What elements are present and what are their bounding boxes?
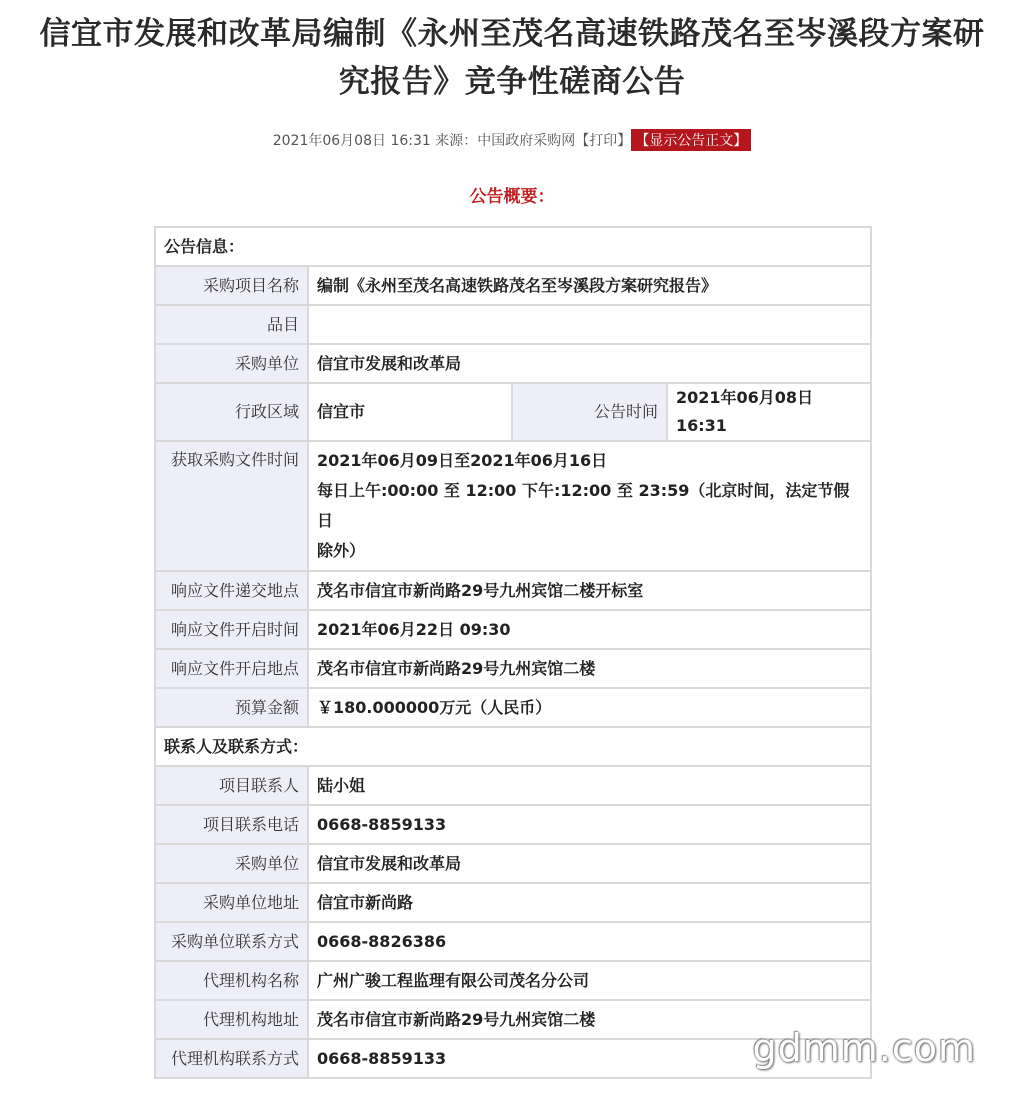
- purchaser2-value: 信宜市发展和改革局: [308, 844, 871, 883]
- category-value: [308, 305, 871, 344]
- table-row: [155, 961, 871, 1000]
- agency-phone-value: 0668-8859133: [308, 1039, 871, 1078]
- open-place-value: 茂名市信宜市新尚路29号九州宾馆二楼: [308, 649, 871, 688]
- table-row: [155, 844, 871, 883]
- meta-line: [0, 129, 1024, 151]
- project-name-value: 编制《永州至茂名高速铁路茂名至岑溪段方案研究报告》: [308, 266, 871, 305]
- region-label: 行政区域: [155, 383, 308, 441]
- purchaser2-label: 采购单位: [155, 844, 308, 883]
- table-row: [155, 922, 871, 961]
- doc-time-label: 获取采购文件时间: [155, 441, 308, 571]
- table-row: [155, 805, 871, 844]
- print-link[interactable]: 【打印】: [575, 133, 632, 149]
- purchaser-phone-value: 0668-8826386: [308, 922, 871, 961]
- notice-time-value: 2021年06月08日 16:31: [667, 383, 871, 441]
- project-name-label: 采购项目名称: [155, 266, 308, 305]
- doc-time-line3: 除外）: [317, 541, 366, 560]
- open-place-label: 响应文件开启地点: [155, 649, 308, 688]
- publish-datetime: 2021年06月08日 16:31: [272, 133, 431, 149]
- submit-place-label: 响应文件递交地点: [155, 571, 308, 610]
- page-title: [0, 10, 1024, 106]
- contact-phone-value: 0668-8859133: [308, 805, 871, 844]
- notice-time-label: 公告时间: [512, 383, 667, 441]
- table-row: [155, 688, 871, 727]
- agency-addr-label: 代理机构地址: [155, 1000, 308, 1039]
- table-row: [155, 227, 871, 266]
- page-title-line2: 究报告》竞争性磋商公告: [338, 64, 686, 100]
- table-row: [155, 610, 871, 649]
- table-row: [155, 571, 871, 610]
- purchaser-addr-value: 信宜市新尚路: [308, 883, 871, 922]
- agency-phone-label: 代理机构联系方式: [155, 1039, 308, 1078]
- summary-title: 公告概要：: [469, 187, 555, 207]
- purchaser-value: 信宜市发展和改革局: [308, 344, 871, 383]
- table-row: [155, 344, 871, 383]
- agency-label: 代理机构名称: [155, 961, 308, 1000]
- region-value: 信宜市: [308, 383, 512, 441]
- open-time-label: 响应文件开启时间: [155, 610, 308, 649]
- doc-time-line1: 2021年06月09日至2021年06月16日: [317, 451, 608, 470]
- agency-addr-value: 茂名市信宜市新尚路29号九州宾馆二楼: [308, 1000, 871, 1039]
- submit-place-value: 茂名市信宜市新尚路29号九州宾馆二楼开标室: [308, 571, 871, 610]
- agency-value: 广州广骏工程监理有限公司茂名分公司: [308, 961, 871, 1000]
- table-row: [155, 727, 871, 766]
- doc-time-value: [308, 441, 871, 571]
- section-heading-contacts: 联系人及联系方式：: [155, 727, 871, 766]
- section-heading-notice-info: 公告信息：: [155, 227, 871, 266]
- open-time-value: 2021年06月22日 09:30: [308, 610, 871, 649]
- category-label: 品目: [155, 305, 308, 344]
- contact-phone-label: 项目联系电话: [155, 805, 308, 844]
- table-row: [155, 441, 871, 571]
- page-title-line1: 信宜市发展和改革局编制《永州至茂名高速铁路茂名至岑溪段方案研: [39, 16, 985, 52]
- table-row: [155, 383, 871, 441]
- purchaser-phone-label: 采购单位联系方式: [155, 922, 308, 961]
- table-row: [155, 266, 871, 305]
- contact-value: 陆小姐: [308, 766, 871, 805]
- table-row: [155, 649, 871, 688]
- table-row: [155, 305, 871, 344]
- doc-time-line2: 每日上午:00:00 至 12:00 下午:12:00 至 23:59（北京时间，法定节假日: [317, 481, 850, 530]
- budget-value: ￥180.000000万元（人民币）: [308, 688, 871, 727]
- notice-info-table: [154, 226, 872, 1079]
- table-row: [155, 766, 871, 805]
- purchaser-addr-label: 采购单位地址: [155, 883, 308, 922]
- purchaser-label: 采购单位: [155, 344, 308, 383]
- watermark-logo: gdmm.com: [752, 1026, 976, 1070]
- source-label: 来源：: [435, 133, 478, 149]
- show-notice-button[interactable]: 【显示公告正文】: [631, 129, 751, 151]
- contact-label: 项目联系人: [155, 766, 308, 805]
- source-name: 中国政府采购网: [477, 133, 576, 149]
- table-row: [155, 883, 871, 922]
- budget-label: 预算金额: [155, 688, 308, 727]
